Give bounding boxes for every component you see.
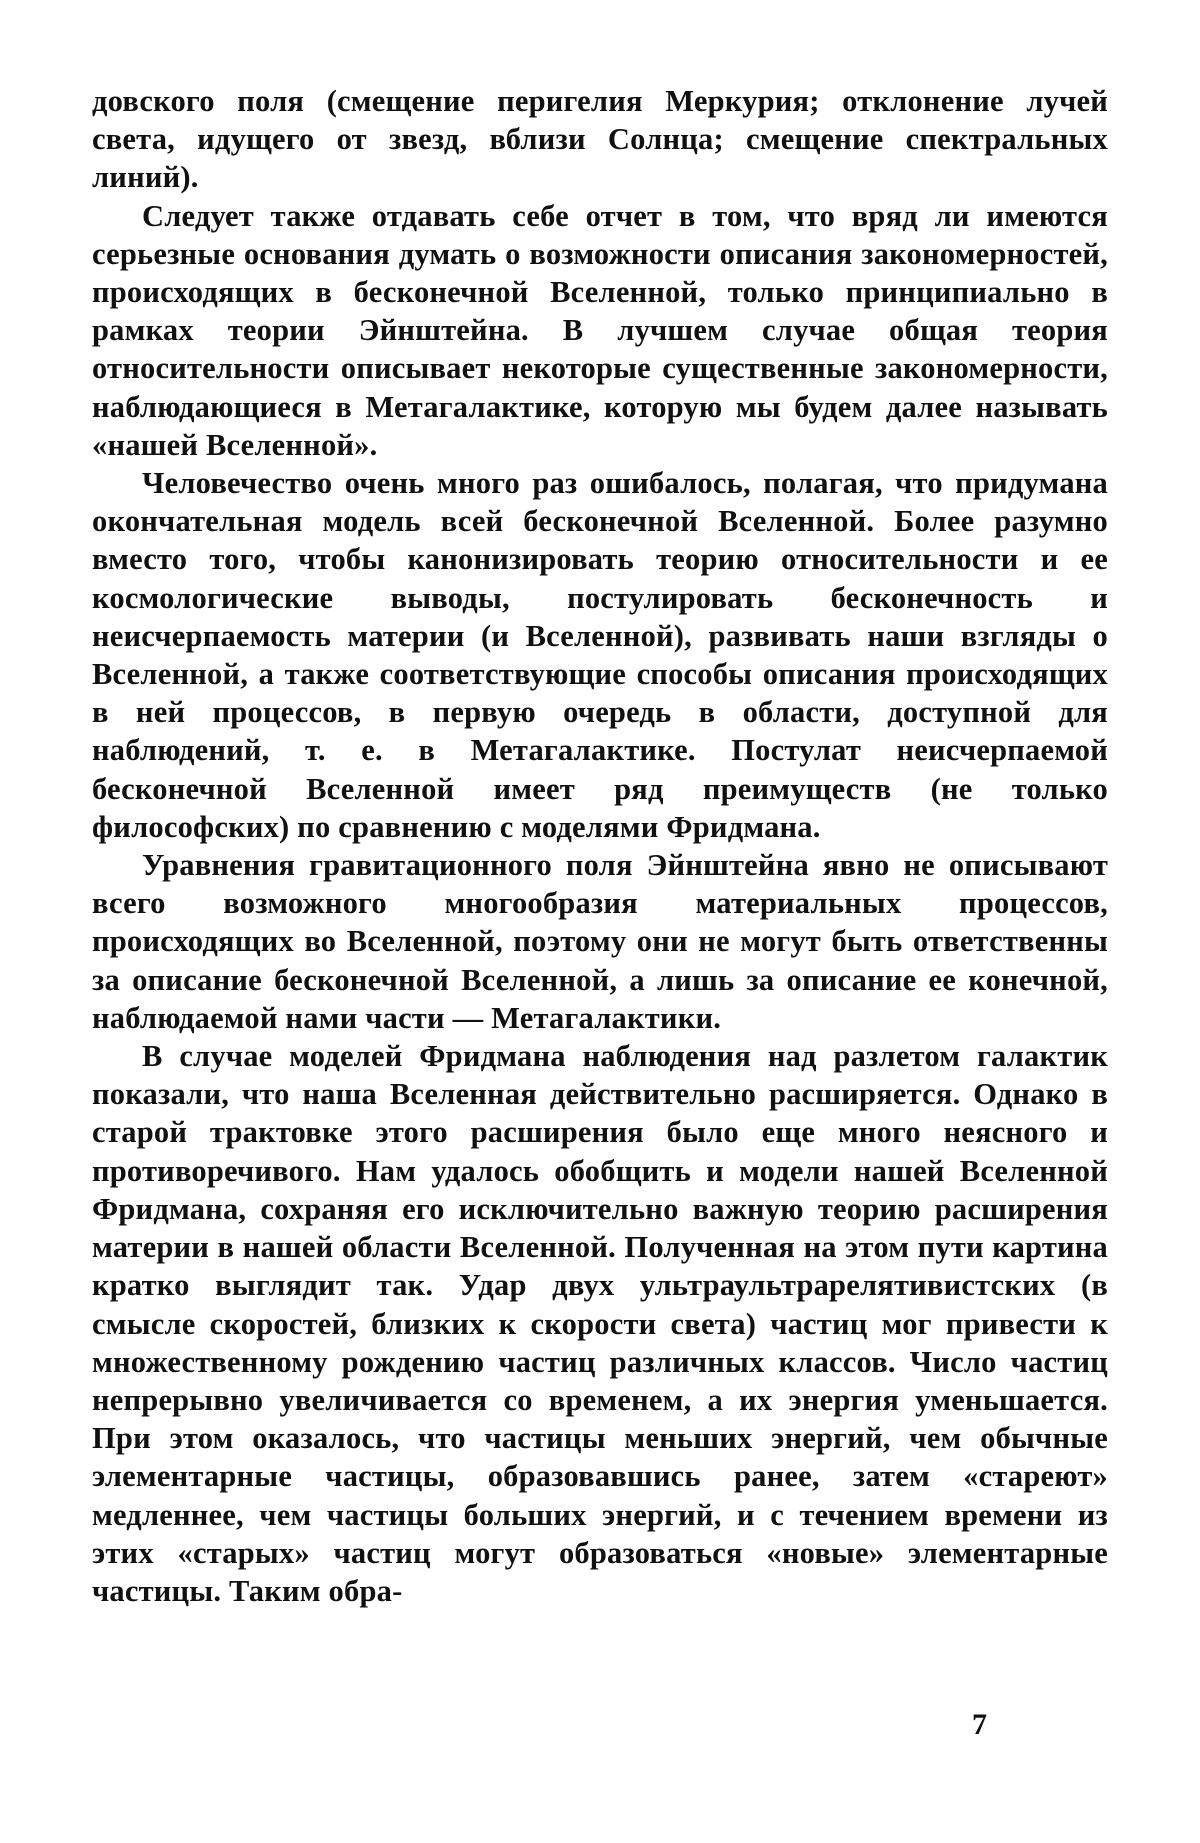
paragraph-2: Следует также отдавать себе отчет в том, что вряд ли имеются серьезные основания думать о возможности описания закономерностей, происходящих в бесконечной Вселенной, только принципиально в рамках теории Эйнштейна. В лучшем случае общая теория относительности описывает некоторые существенные закономерности, наблюдающиеся в Метагалактике, которую мы будем далее называть «нашей Вселенной». [92, 198, 1108, 462]
paragraph-4: Уравнения гравитационного поля Эйнштейна явно не описывают всего возможного многообразия материальных процессов, происходящих во Вселенной, поэтому они не могут быть ответственны за описание бесконечной Вселенной, а лишь за описание ее конечной, наблюдаемой нами части — Метагалактики. [92, 848, 1108, 1035]
body-text [92, 82, 1108, 1610]
page-number: 7 [972, 1708, 987, 1741]
paragraph-3: Человечество очень много раз ошибалось, полагая, что придумана окончательная модель всей бесконечной Вселенной. Более разумно вместо того, чтобы канонизировать теорию относительности и ее космологические выводы, постулировать бесконечность и неисчерпаемость материи (и Вселенной), развивать наши взгляды о Вселенной, а также соответствующие способы описания происходящих в ней процессов, в первую очередь в области, доступной для наблюдений, т. е. в Метагалактике. Постулат неисчерпаемой бесконечной Вселенной имеет ряд преимуществ (не только философских) по сравнению с моделями Фридмана. [92, 466, 1108, 844]
paragraph-1: довского поля (смещение перигелия Меркурия; отклонение лучей света, идущего от звезд, вблизи Солнца; смещение спектральных линий). [92, 84, 1108, 195]
paragraph-5: В случае моделей Фридмана наблюдения над разлетом галактик показали, что наша Вселенная действительно расширяется. Однако в старой трактовке этого расширения было еще много неясного и противоречивого. Нам удалось обобщить и модели нашей Вселенной Фридмана, сохраняя его исключительно важную теорию расширения материи в нашей области Вселенной. Полученная на этом пути картина кратко выглядит так. Удар двух ультраультрарелятивистских (в смысле скоростей, близких к скорости света) частиц мог привести к множественному рождению частиц различных классов. Число частиц непрерывно увеличивается со временем, а их энергия уменьшается. При этом оказалось, что частицы меньших энергий, чем обычные элементарные частицы, образовавшись ранее, затем «стареют» медленнее, чем частицы больших энергий, и с течением времени из этих «старых» частиц могут образоваться «новые» элементарные частицы. Таким обра- [92, 1039, 1108, 1608]
